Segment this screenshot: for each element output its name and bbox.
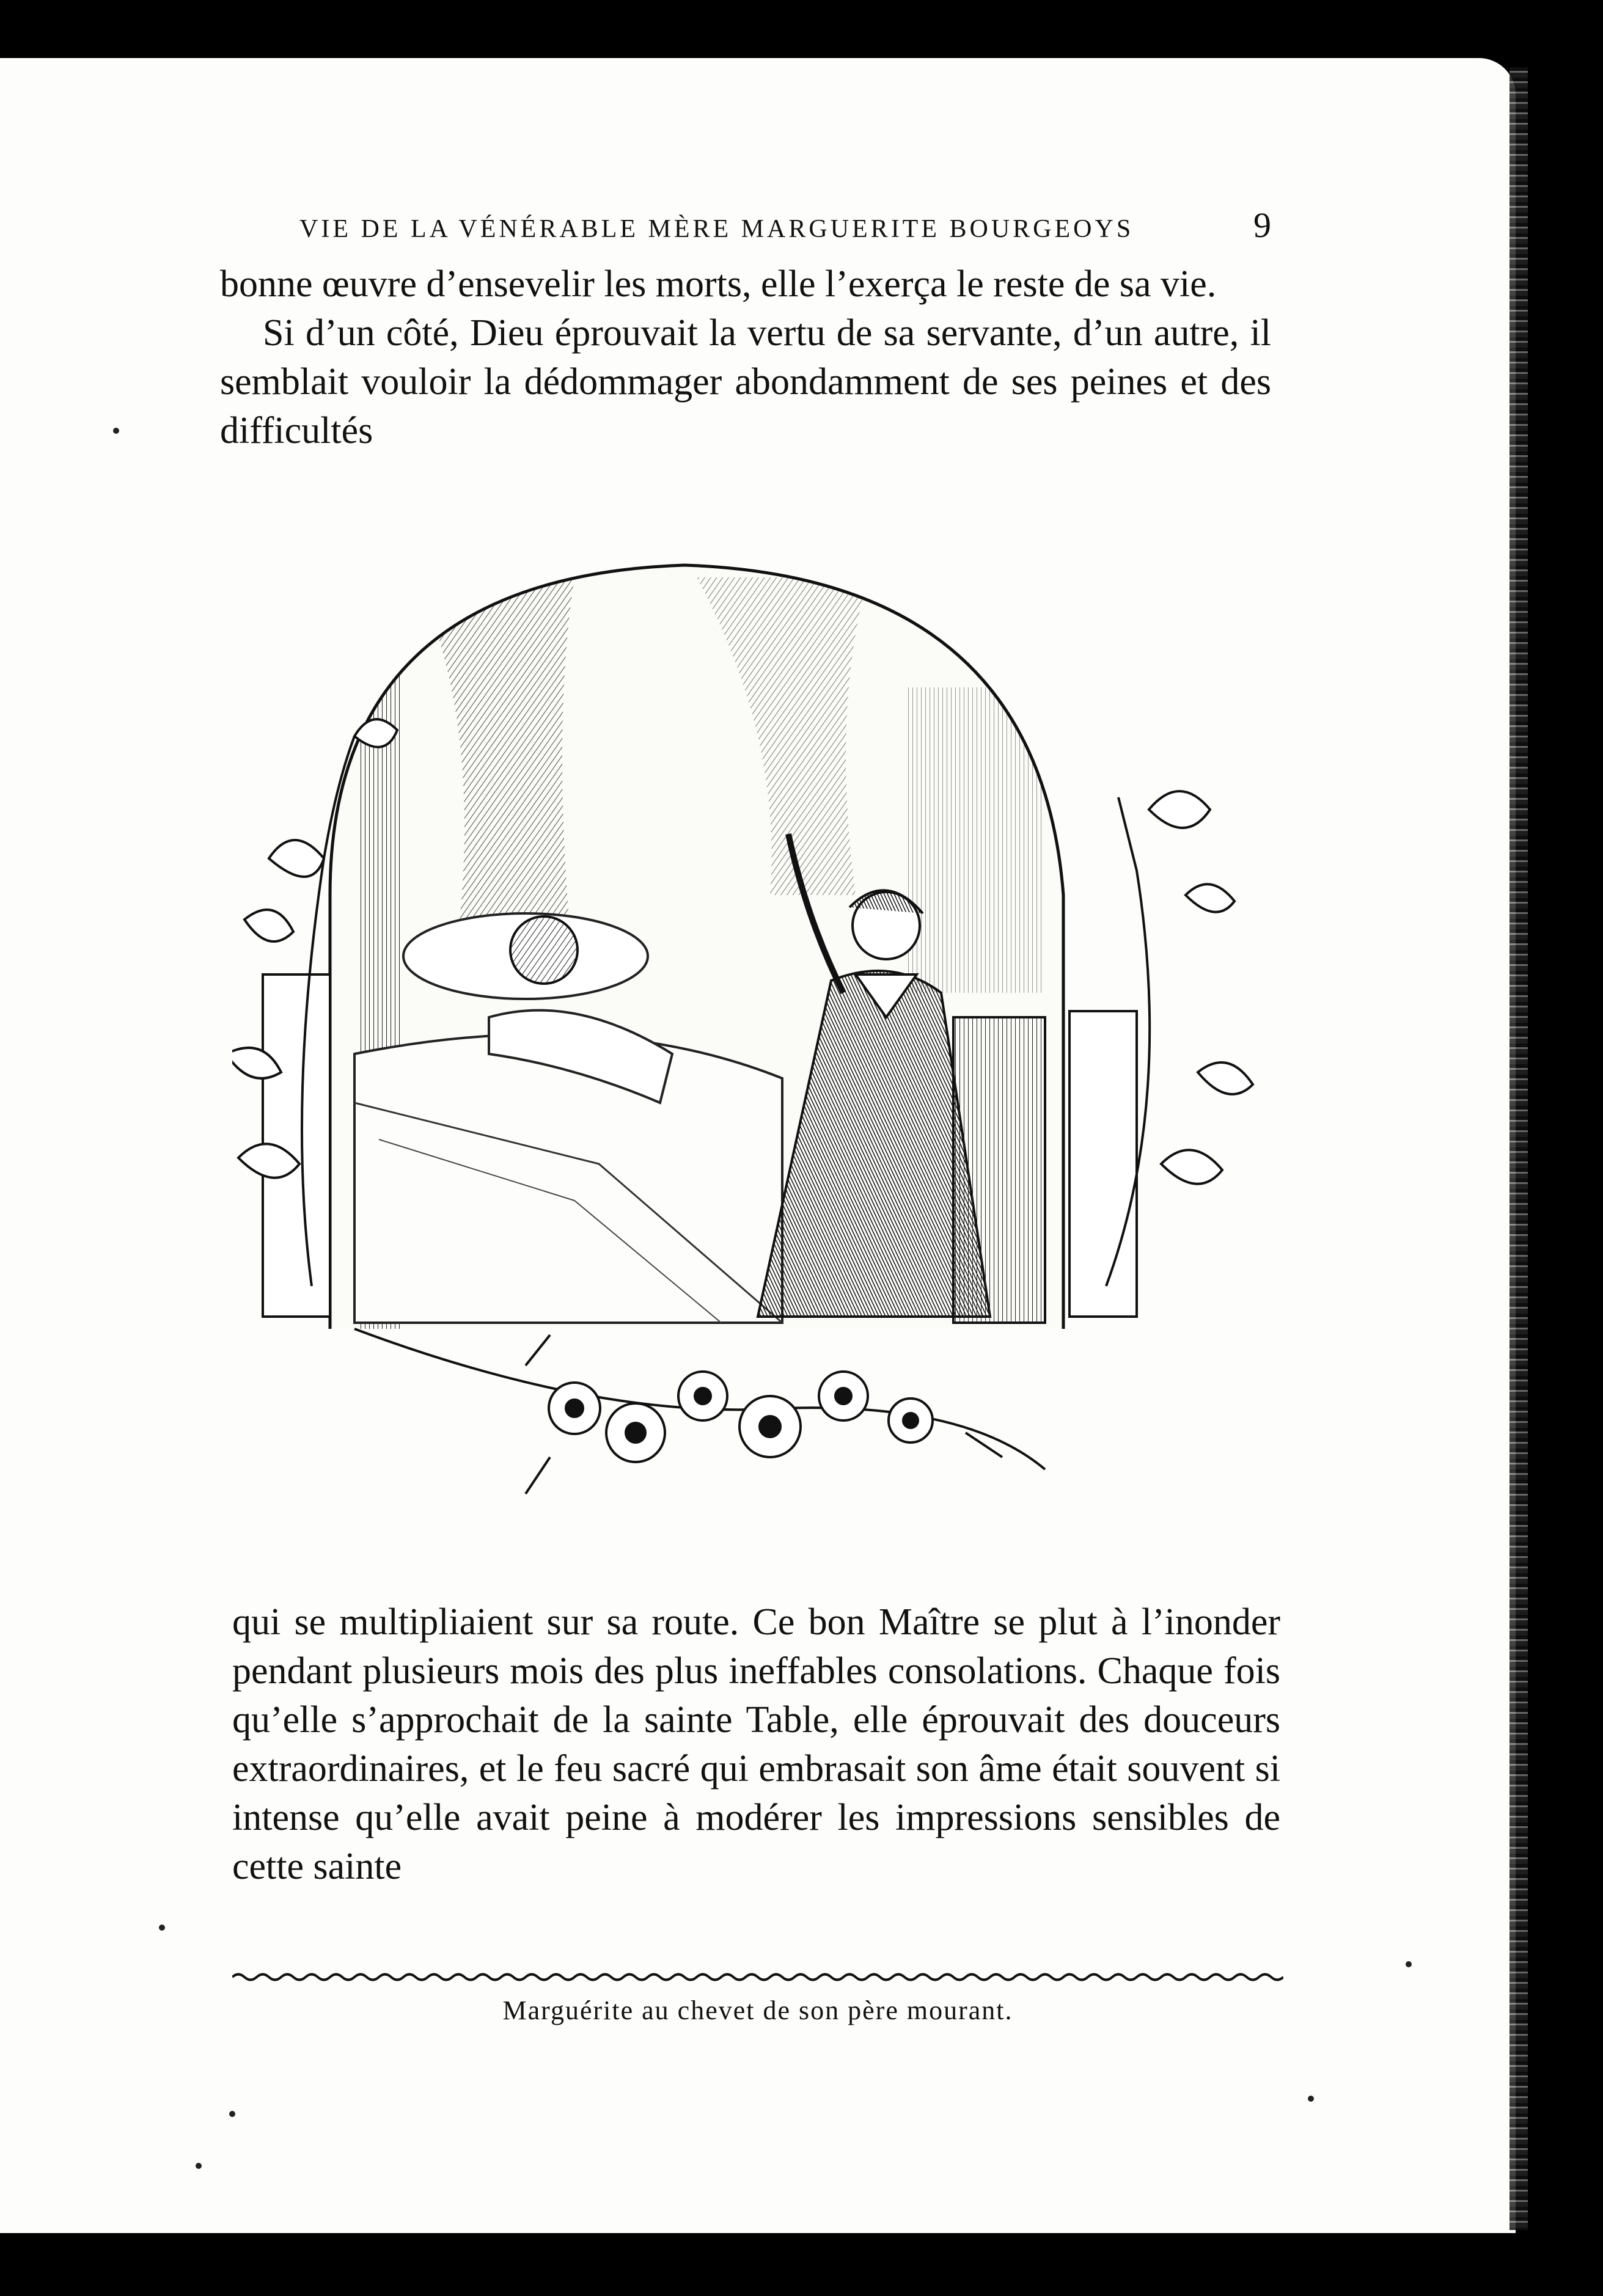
engraving-illustration [232, 553, 1283, 1555]
right-panel [1069, 1011, 1137, 1317]
page-header [299, 205, 1271, 247]
paragraph: bonne œuvre d’ensevelir les morts, elle l’exerça le reste de sa vie. [220, 263, 1217, 305]
dying-father [510, 916, 578, 984]
chair [953, 1017, 1045, 1323]
print-speck [1308, 2096, 1314, 2102]
print-speck [229, 2111, 235, 2117]
window [904, 687, 1045, 993]
print-speck [159, 1925, 165, 1931]
print-speck [1406, 1961, 1412, 1967]
bedroom-scene [330, 553, 1063, 1347]
illustration-caption: Marguérite au chevet de son père mourant. [502, 1995, 1013, 2025]
body-text-bottom [232, 1598, 1280, 1891]
running-title: VIE DE LA VÉNÉRABLE MÈRE MARGUERITE BOURGEOYS [299, 215, 1134, 243]
wavy-rule [232, 1970, 1283, 1984]
print-speck [113, 428, 119, 434]
page-edge [1509, 67, 1528, 2230]
paragraph: qui se multipliaient sur sa route. Ce bon Maître se plut à l’inonder pendant plusieurs mois des plus ineffables consolations. Chaque fois qu’elle s’approchait de la sainte Table, elle éprouvait des douceurs extraordinaires, et le feu sacré qui embrasait son âme était souvent si intense qu’elle avait peine à modérer les impressions sensibles de cette sainte [232, 1601, 1280, 1887]
daisy-garland [354, 1329, 1045, 1494]
body-text-top [220, 260, 1271, 455]
paragraph: Si d’un côté, Dieu éprouvait la vertu de sa servante, d’un autre, il semblait vouloir la dédommager abondamment de ses peines et des difficultés [220, 312, 1271, 452]
bed-sheets [354, 1034, 782, 1323]
print-speck [196, 2163, 202, 2169]
page-number: 9 [1253, 205, 1271, 245]
